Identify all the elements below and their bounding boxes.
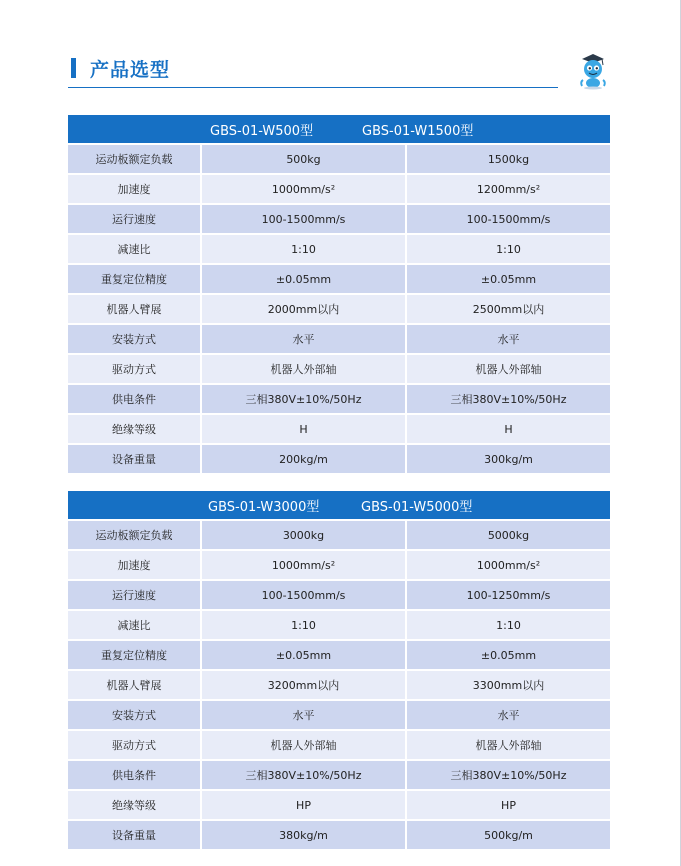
graduate-mascot-icon [576,52,610,90]
row-value-1: 2000mm以内 [200,293,405,323]
row-value-2: ±0.05mm [405,639,610,669]
table-row [68,759,610,789]
row-value-2: ±0.05mm [405,263,610,293]
row-label: 重复定位精度 [68,263,200,293]
row-value-2: 机器人外部轴 [405,729,610,759]
row-label: 运动板额定负载 [68,519,200,549]
row-value-1: 380kg/m [200,819,405,849]
row-label: 运行速度 [68,579,200,609]
table-row [68,789,610,819]
row-label: 绝缘等级 [68,413,200,443]
row-value-1: HP [200,789,405,819]
row-value-1: 500kg [200,143,405,173]
row-label: 机器人臂展 [68,669,200,699]
row-value-1: 100-1500mm/s [200,203,405,233]
model-name-1: GBS-01-W3000型 [208,500,320,515]
table-header [68,491,610,519]
row-label: 驱动方式 [68,729,200,759]
row-value-2: H [405,413,610,443]
table-row [68,233,610,263]
header-accent-bar [71,58,76,78]
row-value-2: 3300mm以内 [405,669,610,699]
row-value-1: 1:10 [200,609,405,639]
row-value-2: 1000mm/s² [405,549,610,579]
row-value-2: 5000kg [405,519,610,549]
row-value-1: ±0.05mm [200,263,405,293]
row-value-2: 水平 [405,699,610,729]
row-value-1: 机器人外部轴 [200,729,405,759]
table-row [68,413,610,443]
row-value-1: 1000mm/s² [200,173,405,203]
row-value-2: 100-1250mm/s [405,579,610,609]
row-value-1: 1:10 [200,233,405,263]
table-row [68,729,610,759]
row-value-1: 三相380V±10%/50Hz [200,383,405,413]
row-value-1: 3000kg [200,519,405,549]
spec-table-1 [68,115,610,473]
table-row [68,669,610,699]
table-row [68,609,610,639]
table-row [68,353,610,383]
row-value-2: 300kg/m [405,443,610,473]
row-value-2: 水平 [405,323,610,353]
table-row [68,383,610,413]
row-value-1: H [200,413,405,443]
row-value-2: 1:10 [405,233,610,263]
row-value-1: 1000mm/s² [200,549,405,579]
row-value-1: 三相380V±10%/50Hz [200,759,405,789]
spec-table-2 [68,491,610,849]
model-name-2: GBS-01-W1500型 [362,124,474,139]
page-title: 产品选型 [90,59,171,81]
table-row [68,263,610,293]
table-row [68,549,610,579]
row-value-2: 1:10 [405,609,610,639]
section-header [68,52,610,90]
table-row [68,819,610,849]
row-value-2: 三相380V±10%/50Hz [405,759,610,789]
row-label: 加速度 [68,549,200,579]
table-header [68,115,610,143]
row-value-1: 3200mm以内 [200,669,405,699]
model-name-1: GBS-01-W500型 [210,124,314,139]
row-value-2: 100-1500mm/s [405,203,610,233]
table-row [68,443,610,473]
table-row [68,579,610,609]
table-row [68,173,610,203]
row-label: 供电条件 [68,383,200,413]
row-value-1: 机器人外部轴 [200,353,405,383]
row-label: 设备重量 [68,819,200,849]
row-label: 机器人臂展 [68,293,200,323]
row-value-2: 1200mm/s² [405,173,610,203]
row-value-1: ±0.05mm [200,639,405,669]
row-label: 安装方式 [68,323,200,353]
row-value-1: 水平 [200,323,405,353]
table-row [68,143,610,173]
header-underline [68,87,558,88]
table-row [68,639,610,669]
row-value-2: 三相380V±10%/50Hz [405,383,610,413]
row-label: 设备重量 [68,443,200,473]
row-value-2: 1500kg [405,143,610,173]
row-value-2: 机器人外部轴 [405,353,610,383]
row-label: 驱动方式 [68,353,200,383]
table-row [68,519,610,549]
table-row [68,323,610,353]
table-row [68,203,610,233]
row-value-2: 500kg/m [405,819,610,849]
row-value-2: 2500mm以内 [405,293,610,323]
row-value-1: 水平 [200,699,405,729]
table-row [68,699,610,729]
row-label: 安装方式 [68,699,200,729]
row-label: 运行速度 [68,203,200,233]
table-row [68,293,610,323]
row-label: 重复定位精度 [68,639,200,669]
row-value-1: 100-1500mm/s [200,579,405,609]
row-value-2: HP [405,789,610,819]
row-label: 绝缘等级 [68,789,200,819]
row-label: 供电条件 [68,759,200,789]
row-label: 加速度 [68,173,200,203]
row-label: 减速比 [68,609,200,639]
row-value-1: 200kg/m [200,443,405,473]
row-label: 减速比 [68,233,200,263]
row-label: 运动板额定负载 [68,143,200,173]
model-name-2: GBS-01-W5000型 [361,500,473,515]
